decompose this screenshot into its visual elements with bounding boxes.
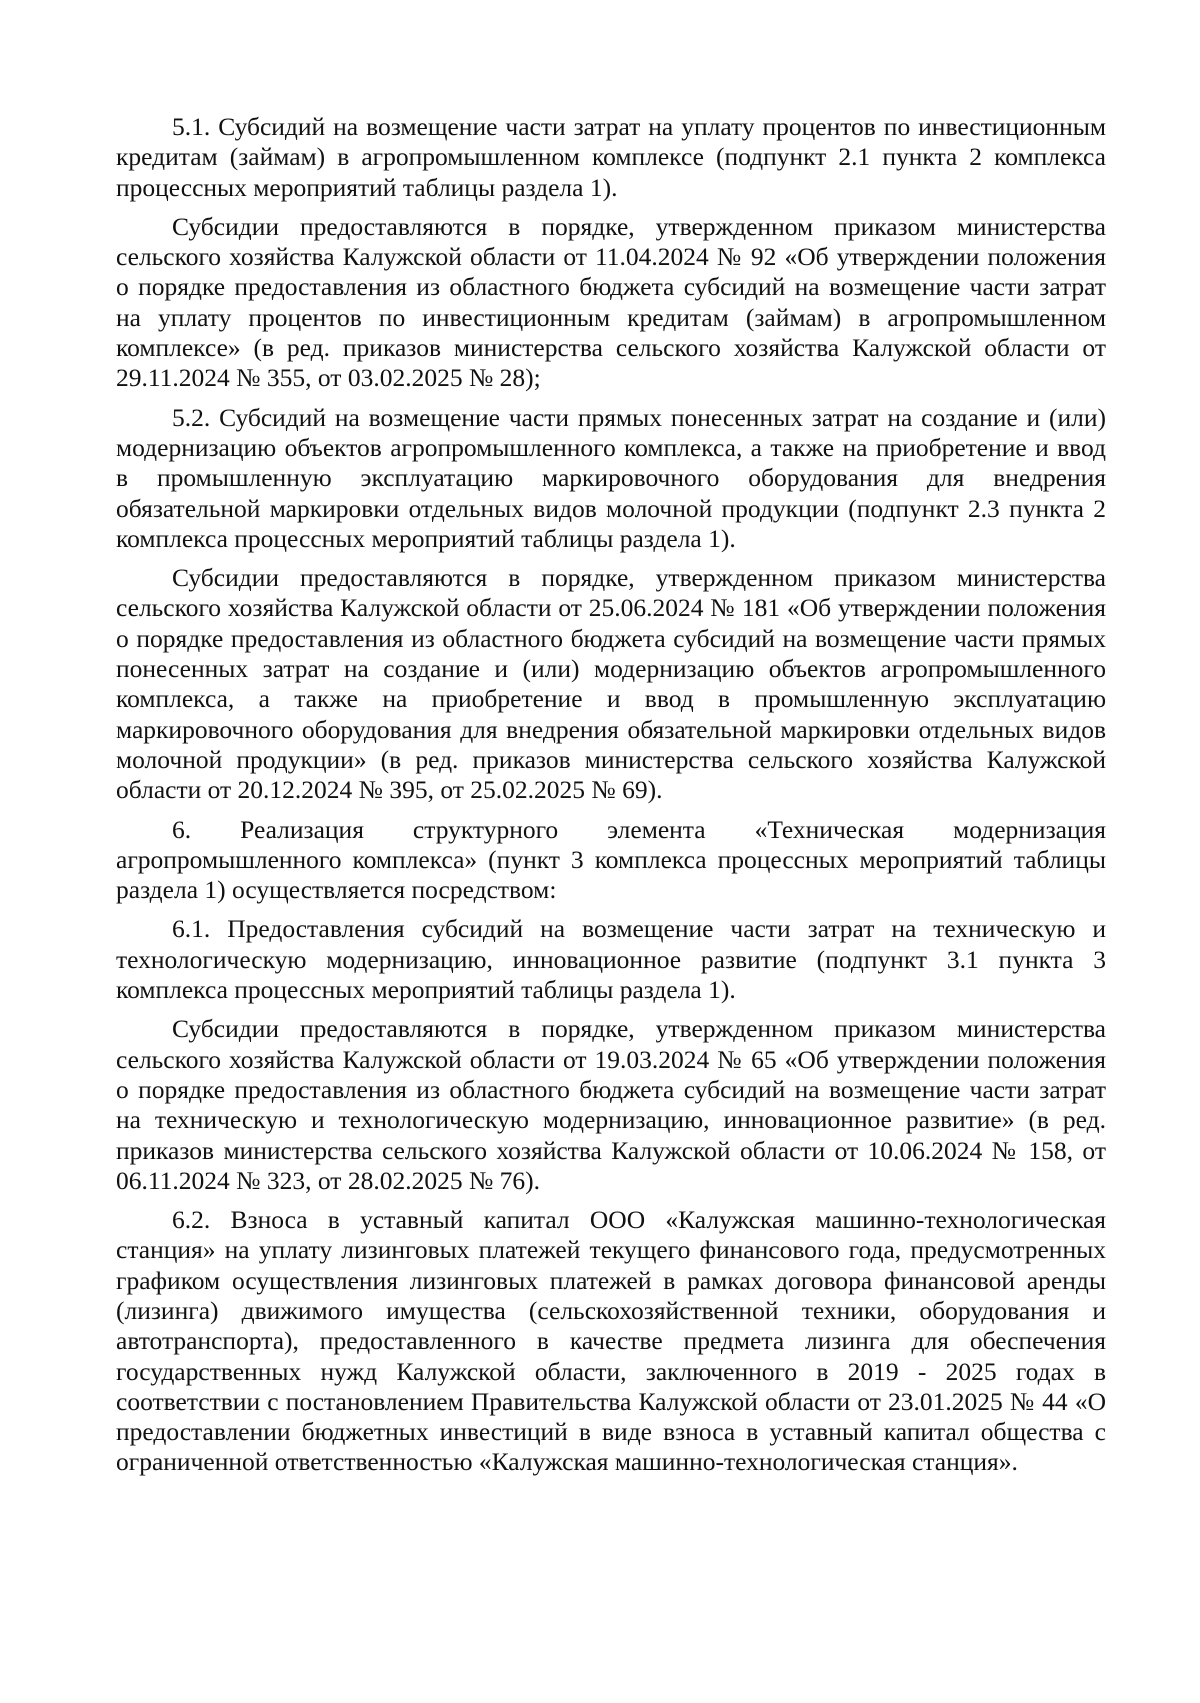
- paragraph-6-1: 6.1. Предоставления субсидий на возмещение части затрат на техническую и технологическую модернизацию, инновационное развитие (подпункт 3.1 пункта 3 комплекса процессных мероприятий таблицы раздела 1).: [116, 914, 1106, 1005]
- paragraph-5-1-order: Субсидии предоставляются в порядке, утвержденном приказом министерства сельского хозяйства Калужской области от 11.04.2024 № 92 «Об утверждении положения о порядке предоставления из областного бюджета субсидий на возмещение части затрат на уплату процентов по инвестиционным кредитам (займам) в агропромышленном комплексе» (в ред. приказов министерства сельского хозяйства Калужской области от 29.11.2024 № 355, от 03.02.2025 № 28);: [116, 211, 1106, 393]
- paragraph-6-1-order: Субсидии предоставляются в порядке, утвержденном приказом министерства сельского хозяйства Калужской области от 19.03.2024 № 65 «Об утверждении положения о порядке предоставления из областного бюджета субсидий на возмещение части затрат на техническую и технологическую модернизацию, инновационное развитие» (в ред. приказов министерства сельского хозяйства Калужской области от 10.06.2024 № 158, от 06.11.2024 № 323, от 28.02.2025 № 76).: [116, 1014, 1106, 1195]
- paragraph-6: 6. Реализация структурного элемента «Техническая модернизация агропромышленного комплекса» (пункт 3 комплекса процессных мероприятий таблицы раздела 1) осуществляется посредством:: [116, 814, 1106, 905]
- paragraph-5-1: 5.1. Субсидий на возмещение части затрат на уплату процентов по инвестиционным кредитам (займам) в агропромышленном комплексе (подпункт 2.1 пункта 2 комплекса процессных мероприятий таблицы раздела 1).: [116, 112, 1106, 202]
- paragraph-5-2: 5.2. Субсидий на возмещение части прямых понесенных затрат на создание и (или) модернизацию объектов агропромышленного комплекса, а также на приобретение и ввод в промышленную эксплуатацию маркировочного оборудования для внедрения обязательной маркировки отдельных видов молочной продукции (подпункт 2.3 пункта 2 комплекса процессных мероприятий таблицы раздела 1).: [116, 402, 1106, 553]
- paragraph-6-2: 6.2. Взноса в уставный капитал ООО «Калужская машинно-технологическая станция» на уплату лизинговых платежей текущего финансового года, предусмотренных графиком осуществления лизинговых платежей в рамках договора финансовой аренды (лизинга) движимого имущества (сельскохозяйственной техники, оборудования и автотранспорта), предоставленного в качестве предмета лизинга для обеспечения государственных нужд Калужской области, заключенного в 2019 - 2025 годах в соответствии с постановлением Правительства Калужской области от 23.01.2025 № 44 «О предоставлении бюджетных инвестиций в виде взноса в уставный капитал общества с ограниченной ответственностью «Калужская машинно-технологическая станция».: [116, 1205, 1106, 1477]
- paragraph-5-2-order: Субсидии предоставляются в порядке, утвержденном приказом министерства сельского хозяйства Калужской области от 25.06.2024 № 181 «Об утверждении положения о порядке предоставления из областного бюджета субсидий на возмещение части прямых понесенных затрат на создание и (или) модернизацию объектов агропромышленного комплекса, а также на приобретение и ввод в промышленную эксплуатацию маркировочного оборудования для внедрения обязательной маркировки отдельных видов молочной продукции» (в ред. приказов министерства сельского хозяйства Калужской области от 20.12.2024 № 395, от 25.02.2025 № 69).: [116, 563, 1106, 805]
- document-body: [116, 112, 1106, 1487]
